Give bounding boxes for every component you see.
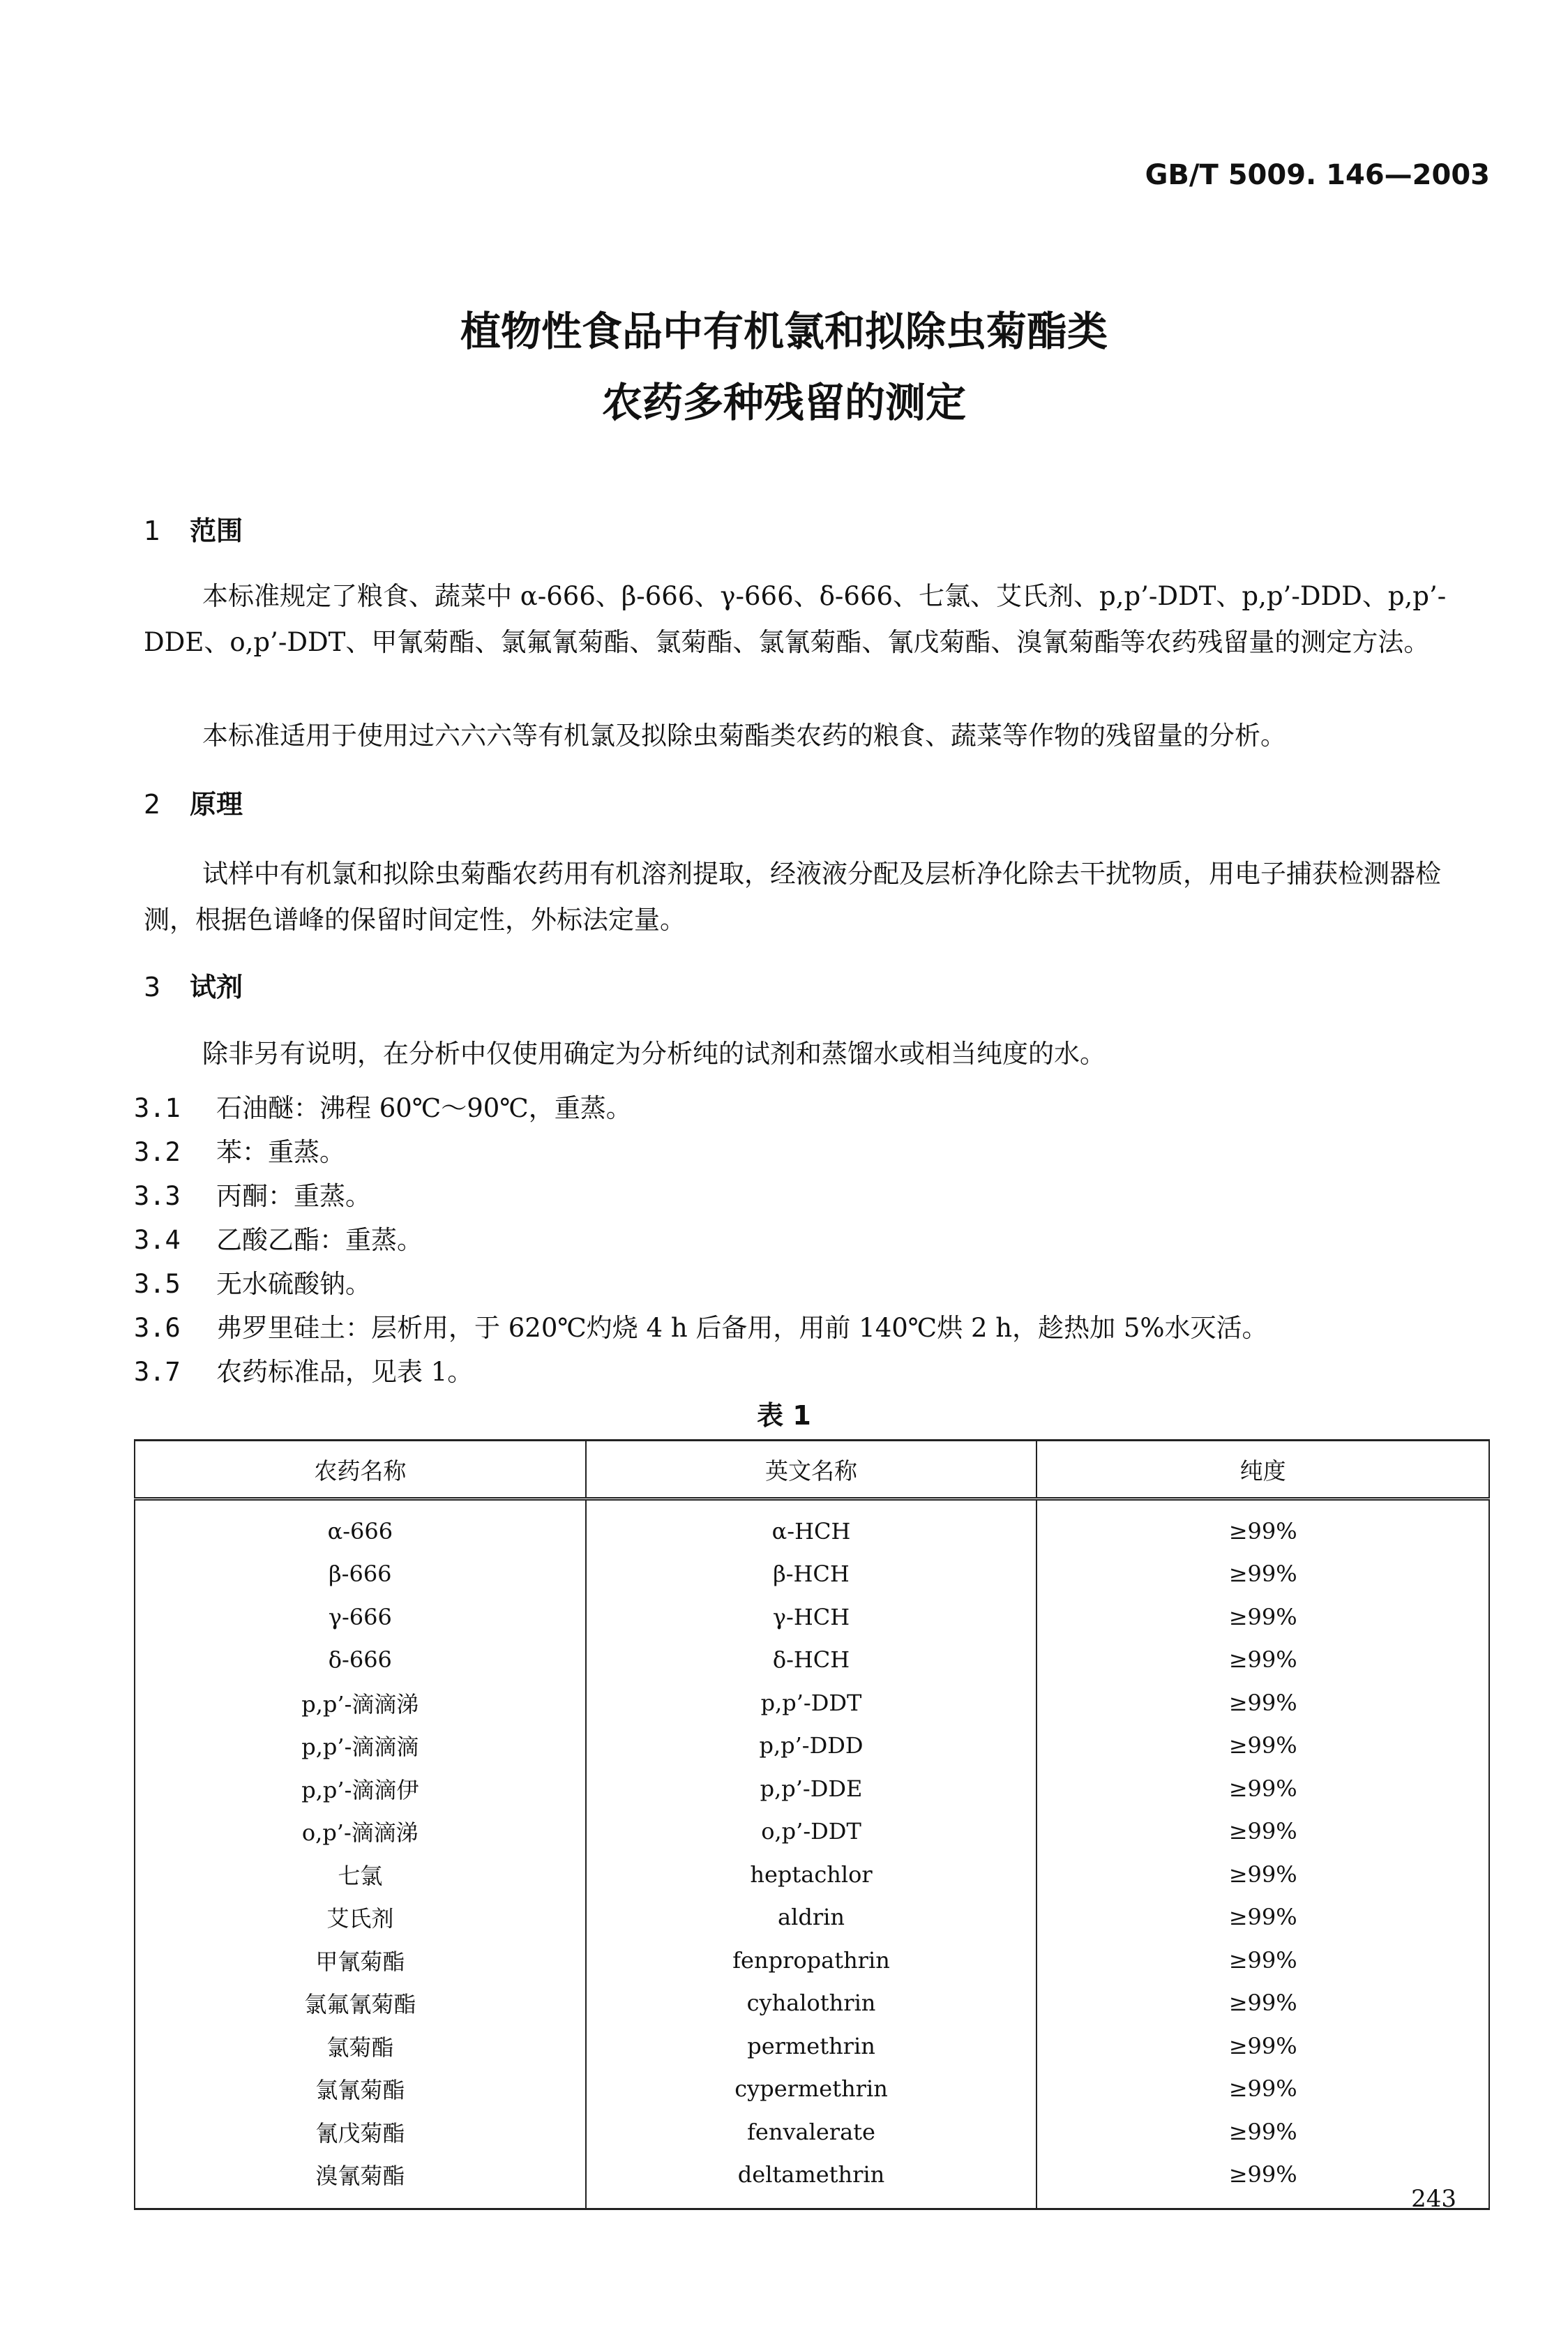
item-number: 3.5 [134, 1269, 181, 1299]
table-cell: permethrin [586, 2024, 1037, 2068]
section-number: 2 [144, 789, 161, 820]
table-cell: ≥99% [1036, 1939, 1489, 1982]
table-cell: 七氯 [135, 1853, 586, 1896]
table-cell: 艾氏剂 [135, 1896, 586, 1939]
table-cell: β-666 [135, 1553, 586, 1596]
table-cell: 甲氰菊酯 [135, 1939, 586, 1982]
table-cell: fenvalerate [586, 2110, 1037, 2154]
item-number: 3.6 [134, 1313, 181, 1343]
table-cell: deltamethrin [586, 2154, 1037, 2209]
table-cell: aldrin [586, 1896, 1037, 1939]
reagent-item [134, 1219, 423, 1256]
table-cell: 氯菊酯 [135, 2024, 586, 2068]
table-cell: ≥99% [1036, 2110, 1489, 2154]
item-text: 农药标准品，见表 1。 [216, 1357, 474, 1387]
table-cell: p,p’-滴滴滴 [135, 1725, 586, 1768]
table-row [135, 2110, 1489, 2154]
section-number: 3 [144, 972, 161, 1002]
principle-paragraph: 试样中有机氯和拟除虫菊酯农药用有机溶剂提取，经液液分配及层析净化除去干扰物质，用电子捕获检测器检测，根据色谱峰的保留时间定性，外标法定量。 [144, 859, 1441, 935]
table-header-row [135, 1441, 1489, 1499]
reagent-item [134, 1087, 632, 1125]
table-cell: 氯氟氰菊酯 [135, 1982, 586, 2025]
table-cell: γ-666 [135, 1595, 586, 1639]
item-text: 丙酮：重蒸。 [216, 1181, 371, 1211]
table-cell: ≥99% [1036, 1725, 1489, 1768]
table-cell: γ-HCH [586, 1595, 1037, 1639]
table-cell: p,p’-滴滴涕 [135, 1681, 586, 1725]
header-cell: 纯度 [1036, 1441, 1489, 1499]
table-cell: cyhalothrin [586, 1982, 1037, 2025]
pesticide-standards-table [134, 1439, 1490, 2210]
section-heading-reagents [144, 966, 243, 1004]
table-cell: δ-HCH [586, 1639, 1037, 1682]
item-number: 3.7 [134, 1357, 181, 1387]
table-cell: ≥99% [1036, 1553, 1489, 1596]
section-heading-principle [144, 783, 243, 821]
standard-code: GB/T 5009. 146—2003 [1145, 159, 1490, 191]
table-cell: ≥99% [1036, 1810, 1489, 1854]
table-cell: ≥99% [1036, 1896, 1489, 1939]
item-text: 乙酸乙酯：重蒸。 [216, 1225, 423, 1255]
table-row [135, 2024, 1489, 2068]
table-row [135, 1939, 1489, 1982]
table-row [135, 1499, 1489, 1553]
item-text: 弗罗里硅土：层析用，于 620℃灼烧 4 h 后备用，用前 140℃烘 2 h，趁热加 5%水灭活。 [216, 1313, 1268, 1343]
table-cell: p,p’-滴滴伊 [135, 1767, 586, 1810]
reagent-item [134, 1351, 473, 1388]
scope-paragraph-1: 本标准规定了粮食、蔬菜中 α-666、β-666、γ-666、δ-666、七氯、艾氏剂、p,p’-DDT、p,p’-DDD、p,p’-DDE、o,p’-DDT、甲氰菊酯、氯氟氰菊酯、氯菊酯、氯氰菊酯、氰戊菊酯、溴氰菊酯等农药残留量的测定方法。 [144, 581, 1447, 657]
table-row [135, 2154, 1489, 2209]
section-number: 1 [144, 516, 161, 546]
table-cell: ≥99% [1036, 1499, 1489, 1553]
table-cell: p,p’-DDE [586, 1767, 1037, 1810]
table-cell: α-666 [135, 1499, 586, 1553]
table-row [135, 1681, 1489, 1725]
header-cell: 农药名称 [135, 1441, 586, 1499]
table-row [135, 1639, 1489, 1682]
table-cell: ≥99% [1036, 1982, 1489, 2025]
table-cell: ≥99% [1036, 1767, 1489, 1810]
section-title: 试剂 [190, 972, 243, 1002]
table-cell: ≥99% [1036, 1681, 1489, 1725]
item-text: 无水硫酸钠。 [216, 1269, 371, 1299]
table-row [135, 2068, 1489, 2111]
table-row [135, 1767, 1489, 1810]
table-caption: 表 1 [757, 1400, 811, 1431]
reagent-item [134, 1307, 1268, 1344]
table-row [135, 1810, 1489, 1854]
item-number: 3.4 [134, 1225, 181, 1255]
table-cell: ≥99% [1036, 2154, 1489, 2209]
page-number: 243 [1411, 2185, 1456, 2213]
table-row [135, 1595, 1489, 1639]
table-row [135, 1853, 1489, 1896]
table-body [135, 1499, 1489, 2209]
scope-paragraph-2: 本标准适用于使用过六六六等有机氯及拟除虫菊酯类农药的粮食、蔬菜等作物的残留量的分析。 [202, 721, 1286, 751]
reagents-intro: 除非另有说明，在分析中仅使用确定为分析纯的试剂和蒸馏水或相当纯度的水。 [202, 1039, 1106, 1069]
table-cell: 氰戊菊酯 [135, 2110, 586, 2154]
reagent-item [134, 1263, 371, 1300]
table-cell: p,p’-DDT [586, 1681, 1037, 1725]
table-cell: o,p’-滴滴涕 [135, 1810, 586, 1854]
section-title: 原理 [190, 789, 243, 820]
section-title: 范围 [190, 516, 243, 546]
table-cell: cypermethrin [586, 2068, 1037, 2111]
table-cell: p,p’-DDD [586, 1725, 1037, 1768]
item-text: 苯：重蒸。 [216, 1137, 345, 1167]
item-number: 3.1 [134, 1093, 181, 1123]
table-cell: δ-666 [135, 1639, 586, 1682]
table-cell: ≥99% [1036, 1595, 1489, 1639]
item-number: 3.2 [134, 1137, 181, 1167]
table-cell: ≥99% [1036, 2024, 1489, 2068]
table-cell: 氯氰菊酯 [135, 2068, 586, 2111]
table-cell: ≥99% [1036, 1639, 1489, 1682]
table-cell: fenpropathrin [586, 1939, 1037, 1982]
table-cell: o,p’-DDT [586, 1810, 1037, 1854]
table-cell: ≥99% [1036, 1853, 1489, 1896]
table-row [135, 1896, 1489, 1939]
item-text: 石油醚：沸程 60℃～90℃，重蒸。 [216, 1093, 632, 1123]
table-cell: ≥99% [1036, 2068, 1489, 2111]
table-row [135, 1982, 1489, 2025]
table-cell: heptachlor [586, 1853, 1037, 1896]
item-number: 3.3 [134, 1181, 181, 1211]
document-title-line1: 植物性食品中有机氯和拟除虫菊酯类 [460, 308, 1108, 355]
reagent-item [134, 1131, 345, 1169]
document-title-line2: 农药多种残留的测定 [601, 379, 966, 426]
section-heading-scope [144, 509, 243, 548]
table-cell: β-HCH [586, 1553, 1037, 1596]
reagent-item [134, 1175, 371, 1212]
table-cell: 溴氰菊酯 [135, 2154, 586, 2209]
table-row [135, 1553, 1489, 1596]
header-cell: 英文名称 [586, 1441, 1037, 1499]
table-cell: α-HCH [586, 1499, 1037, 1553]
table-row [135, 1725, 1489, 1768]
